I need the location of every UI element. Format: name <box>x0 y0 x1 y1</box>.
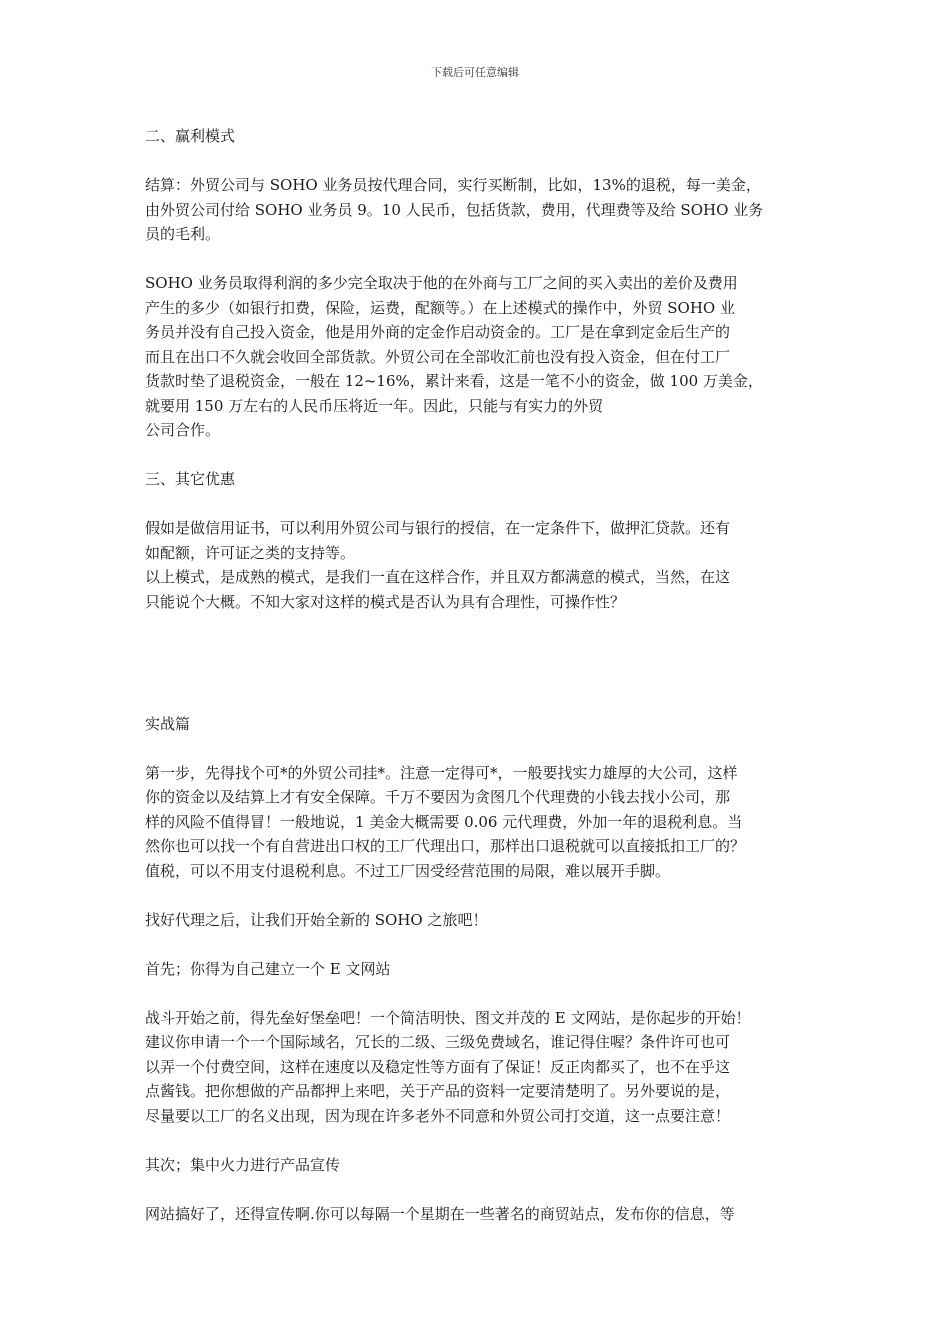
paragraph-after-agent <box>145 908 813 933</box>
text-line: 员的毛利。 <box>145 225 221 243</box>
heading-text: 二、赢利模式 <box>145 127 236 145</box>
text-line: 由外贸公司付给 SOHO 业务员 9。10 人民币，包括货款，费用，代理费等及给 SOHO 业务 <box>145 200 764 219</box>
text-line: 然你也可以找一个有自营进出口权的工厂代理出口，那样出口退税就可以直接抵扣工厂的？ <box>145 837 746 855</box>
heading-second-promotion <box>145 1153 813 1178</box>
paragraph-other-detail <box>145 516 813 565</box>
text-line: 网站搞好了，还得宣传啊.你可以每隔一个星期在一些著名的商贸站点，发布你的信息，等 <box>145 1204 735 1223</box>
text-line: 值税，可以不用支付退税利息。不过工厂因受经营范围的局限，难以展开手脚。 <box>145 861 671 880</box>
text-line: 战斗开始之前，得先垒好堡垒吧！一个简洁明快、图文并茂的 E 文网站，是你起步的开始！ <box>145 1008 751 1027</box>
document-body <box>145 124 813 1251</box>
text-line: 以上模式，是成熟的模式，是我们一直在这样合作，并且双方都满意的模式，当然，在这 <box>145 568 731 586</box>
heading-other-benefits <box>145 467 813 492</box>
paragraph-profit-detail <box>145 271 813 443</box>
heading-profit-model <box>145 124 813 149</box>
text-line: 只能说个大概。不知大家对这样的模式是否认为具有合理性，可操作性？ <box>145 592 626 611</box>
paragraph-summary <box>145 565 813 614</box>
text-line: 产生的多少（如银行扣费，保险，运费，配额等。）在上述模式的操作中，外贸 SOHO 业 <box>145 298 735 317</box>
text-line: 建议你申请一个一个国际域名，冗长的二级、三级免费域名，谁记得住喔？条件许可也可 <box>145 1033 731 1051</box>
heading-text: 首先；你得为自己建立一个 E 文网站 <box>145 959 391 978</box>
text-line: 第一步，先得找个可*的外贸公司挂*。注意一定得可*，一般要找实力雄厚的大公司，这样 <box>145 763 738 782</box>
heading-first-website <box>145 957 813 982</box>
text-line: 结算：外贸公司与 SOHO 业务员按代理合同，实行买断制，比如，13%的退税，每一美金， <box>145 176 761 194</box>
heading-practice <box>145 712 813 737</box>
paragraph-website-detail <box>145 1006 813 1129</box>
blank-space <box>145 639 813 712</box>
heading-text: 其次；集中火力进行产品宣传 <box>145 1155 341 1174</box>
text-line: 尽量要以工厂的名义出现，因为现在许多老外不同意和外贸公司打交道，这一点要注意！ <box>145 1106 731 1125</box>
paragraph-settlement <box>145 173 813 247</box>
text-line: 而且在出口不久就会收回全部货款。外贸公司在全部收汇前也没有投入资金，但在付工厂 <box>145 347 731 366</box>
text-line: 以弄一个付费空间，这样在速度以及稳定性等方面有了保证！反正肉都买了，也不在乎这 <box>145 1057 731 1076</box>
text-line: 样的风险不值得冒！一般地说，1 美金大概需要 0.06 元代理费，外加一年的退税利息。当 <box>145 812 743 831</box>
heading-text: 三、其它优惠 <box>145 470 236 488</box>
text-line: 找好代理之后，让我们开始全新的 SOHO 之旅吧！ <box>145 910 488 929</box>
text-line: 你的资金以及结算上才有安全保障。千万不要因为贪图几个代理费的小钱去找小公司，那 <box>145 788 731 806</box>
text-line: 假如是做信用证书，可以利用外贸公司与银行的授信，在一定条件下，做押汇贷款。还有 <box>145 519 731 537</box>
text-line: 公司合作。 <box>145 421 221 439</box>
page-header: 下载后可任意编辑 <box>431 66 519 79</box>
text-line: 如配额，许可证之类的支持等。 <box>145 543 356 562</box>
paragraph-promotion-detail <box>145 1202 813 1227</box>
paragraph-step-one <box>145 761 813 884</box>
text-line: 就要用 150 万左右的人民币压将近一年。因此，只能与有实力的外贸 <box>145 396 604 415</box>
heading-text: 实战篇 <box>145 714 191 733</box>
text-line: SOHO 业务员取得利润的多少完全取决于他的在外商与工厂之间的买入卖出的差价及费用 <box>145 274 738 292</box>
text-line: 点酱钱。把你想做的产品都押上来吧，关于产品的资料一定要清楚明了。另外要说的是， <box>145 1082 731 1100</box>
text-line: 货款时垫了退税资金，一般在 12~16%，累计来看，这是一笔不小的资金，做 100 万美金， <box>145 372 763 390</box>
text-line: 务员并没有自己投入资金，他是用外商的定金作启动资金的。工厂是在拿到定金后生产的 <box>145 323 731 341</box>
